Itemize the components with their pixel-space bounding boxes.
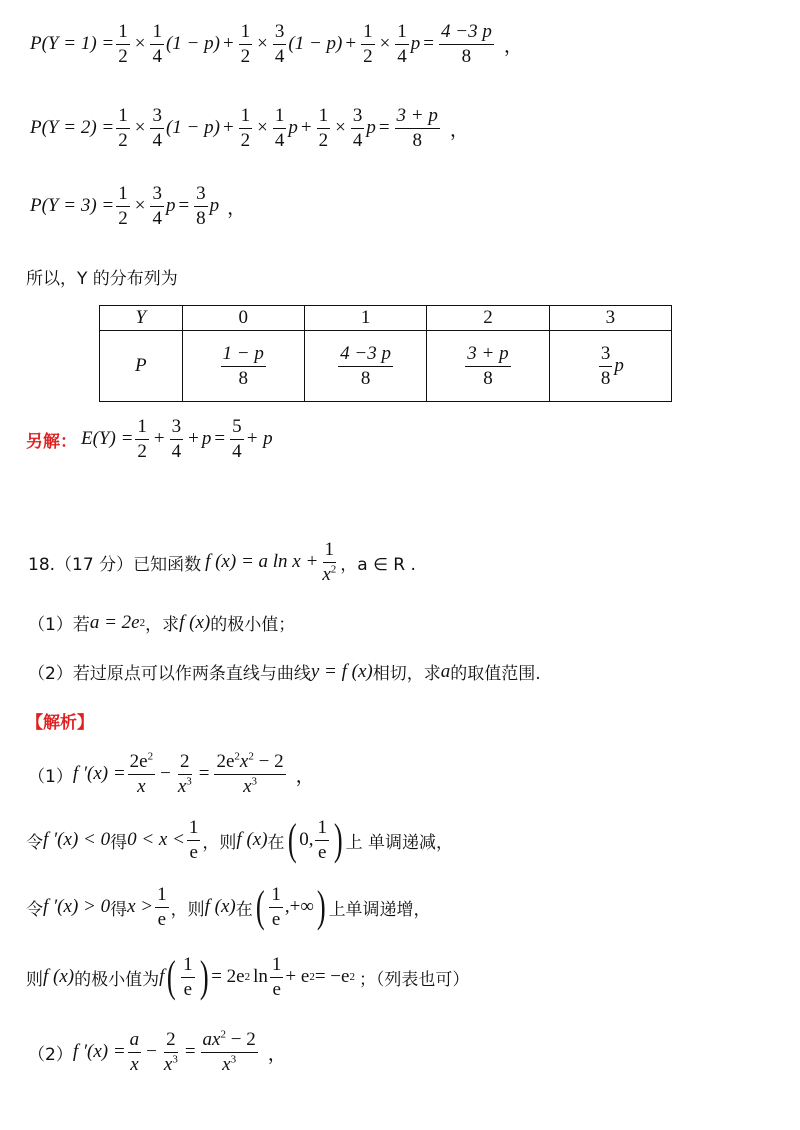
header-cell: 0 (182, 306, 304, 331)
row-label: P (100, 331, 183, 402)
header-cell: 3 (549, 306, 671, 331)
py2-lhs: P(Y = 2) = (30, 117, 115, 139)
py2-result: $\frac{3 + p}{8}$ (396, 105, 438, 151)
py1-result: $\frac{4 -3 p}{8}$ (441, 21, 492, 67)
fraction: $\frac{1}{4}$ (152, 21, 162, 67)
fraction: $\frac{3}{4}$ (352, 105, 363, 151)
header-cell: 2 (427, 306, 549, 331)
question-part-1: （1）若 a = 2e 2 ，求 f (x) 的极小值； (28, 611, 296, 635)
fraction: $\frac{1}{2}$ (318, 105, 329, 151)
fraction: $\frac{1}{2}$ (363, 21, 373, 67)
table-header-row (100, 306, 672, 331)
solution-1-derivative: （1） f ′(x) = $\frac{2e^2}{x}$ − $\frac{2}{x^3}$ = $\frac{2e^2x^2 - 2}{x^3}$ ， (28, 750, 315, 797)
analysis-heading: 【解析】 (26, 713, 94, 733)
py1-lhs: P(Y = 1) = (30, 33, 115, 55)
table-cell: $\frac{1 - p}{8}$ (182, 331, 304, 402)
fraction: $\frac{3}{4}$ (274, 21, 285, 67)
header-cell: 1 (304, 306, 426, 331)
fraction: $\frac{1}{4}$ (274, 105, 285, 151)
dist-intro: 所以，Y 的分布列为 (26, 269, 178, 289)
fraction: $\frac{1}{2}$ (118, 105, 128, 151)
fraction: $\frac{1}{2}$ (240, 105, 251, 151)
py1-line: P(Y = 1) = $\frac{1}{2}$ × $\frac{1}{4}$ (1 − p) + $\frac{1}{2}$ × $\frac{3}{4}$ (1 − p) + $\frac{1}{2}$ × $\frac{1}{4}$ p = $\frac{4 -3 p}{8}$ ， (30, 21, 523, 67)
py3-line: P(Y = 3) = $\frac{1}{2}$ × $\frac{3}{4}$ p = $\frac{3}{8}$ p ， (30, 183, 247, 229)
fraction: $\frac{3}{4}$ (152, 183, 162, 229)
table-row (100, 331, 672, 402)
table-cell: $\frac{3 + p}{8}$ (427, 331, 549, 402)
decreasing-interval-line: 令 f ′(x) < 0 得 0 < x < $\frac{1}{e}$ ，则 f (x) 在 ( 0, $\frac{1}{e}$ ) 上 单调递减， (26, 815, 454, 865)
py3-lhs: P(Y = 3) = (30, 195, 115, 217)
fraction: $\frac{3}{4}$ (152, 105, 162, 151)
increasing-interval-line: 令 f ′(x) > 0 得 x > $\frac{1}{e}$ ，则 f (x) 在 ( $\frac{1}{e}$ ,+∞ ) 上单调递增， (26, 882, 431, 932)
table-cell: $\frac{4 -3 p}{8}$ (304, 331, 426, 402)
distribution-table (99, 305, 672, 402)
header-cell: Y (100, 306, 183, 331)
alt-label: 另解： (26, 431, 77, 452)
solution-2-derivative: （2） f ′(x) = $\frac{a}{x}$ − $\frac{2}{x^3}$ = $\frac{ax^2 - 2}{x^3}$ ， (28, 1028, 287, 1075)
py3-result: $\frac{3}{8}$ (196, 183, 206, 229)
question-part-2: （2）若过原点可以作两条直线与曲线 y = f (x) 相切，求 a 的取值范围. (28, 660, 541, 684)
fraction: $\frac{1}{2}$ (240, 21, 251, 67)
fraction: $\frac{1}{2}$ (118, 21, 128, 67)
alt-solution: 另解： E(Y) = $\frac{1}{2}$ + $\frac{3}{4}$ + p = $\frac{5}{4}$ + p (26, 416, 273, 462)
fraction: $\frac{1}{4}$ (397, 21, 407, 67)
fraction: $\frac{1}{2}$ (118, 183, 128, 229)
table-cell: $\frac{3}{8}$ p (549, 331, 671, 402)
py2-line: P(Y = 2) = $\frac{1}{2}$ × $\frac{3}{4}$ (1 − p) + $\frac{1}{2}$ × $\frac{1}{4}$ p + $\frac{1}{2}$ × $\frac{3}{4}$ p = $\frac{3 + p}{8}$ ， (30, 105, 469, 151)
question-18: 18.（17 分）已知函数 f (x) = a ln x + $\frac{1}{x^2}$ ，a ∈ R . (28, 539, 416, 585)
minimum-value-line: 则 f (x) 的极小值为 f ( $\frac{1}{e}$ ) = 2e 2 ln $\frac{1}{e}$ + e 2 = −e 2 ；（列表也可） (26, 952, 470, 1002)
